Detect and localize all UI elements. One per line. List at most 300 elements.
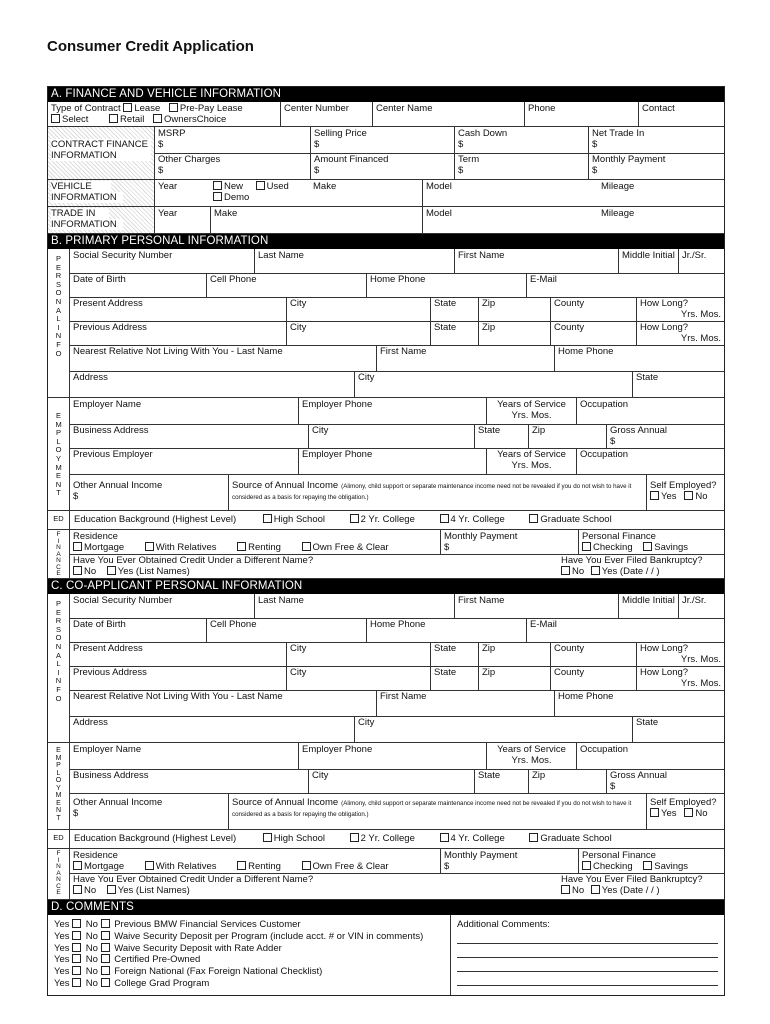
coapp-years-of-service-field[interactable] xyxy=(486,743,576,769)
other-charges-label: Other Charges xyxy=(158,154,221,165)
coapp-personal-finance-field xyxy=(578,849,724,873)
ssn-field[interactable] xyxy=(70,249,254,273)
coapp-checking-checkbox[interactable] xyxy=(582,861,591,870)
present-county-field[interactable] xyxy=(550,297,636,321)
coapp-own-free-label: Own Free & Clear xyxy=(312,861,389,872)
other-income-field[interactable] xyxy=(70,474,228,510)
trade-make-field[interactable] xyxy=(210,207,422,233)
contact-label: Contact xyxy=(642,103,675,114)
comment-no-checkbox-1[interactable] xyxy=(101,931,110,940)
comment-no-checkbox-4[interactable] xyxy=(101,966,110,975)
business-address-label: Business Address xyxy=(73,425,149,436)
previous-zip-label: Zip xyxy=(482,322,496,333)
prepay-lease-checkbox[interactable] xyxy=(169,103,178,112)
primary-personal-block xyxy=(48,249,724,398)
coapp-own-free-checkbox[interactable] xyxy=(302,861,311,870)
employment-side-label xyxy=(48,398,70,510)
graduate-school-label: Graduate School xyxy=(540,514,612,525)
different-name-yes-checkbox[interactable] xyxy=(107,566,116,575)
previous-city-label: City xyxy=(290,322,307,333)
comment-yes-checkbox-1[interactable] xyxy=(72,931,81,940)
coapp-graduate-school-checkbox[interactable] xyxy=(529,833,538,842)
section-b-header: B. PRIMARY PERSONAL INFORMATION xyxy=(48,234,724,249)
coapp-employer-phone-field[interactable] xyxy=(298,743,486,769)
section-c-header: C. CO-APPLICANT PERSONAL INFORMATION xyxy=(48,579,724,594)
additional-comments-field[interactable] xyxy=(450,915,724,995)
type-of-contract-label: Type of Contract xyxy=(51,103,121,114)
coapp-different-name-yes-checkbox[interactable] xyxy=(107,885,116,894)
present-city-field[interactable] xyxy=(286,297,430,321)
vehicle-information-label: INFORMATION xyxy=(51,192,123,203)
vehicle-year-label: Year xyxy=(158,181,178,192)
self-employed-no-label: No xyxy=(695,491,708,502)
business-state-label: State xyxy=(478,425,501,436)
comment-item-5: College Grad Program xyxy=(114,977,210,989)
contract-finance-label: CONTRACT FINANCE xyxy=(51,139,151,150)
coapp-four-yr-college-checkbox[interactable] xyxy=(440,833,449,842)
coapp-years-of-service-label: Years of Service xyxy=(497,744,566,755)
self-employed-yes-checkbox[interactable] xyxy=(650,491,659,500)
last-name-field[interactable] xyxy=(254,249,454,273)
primary-finance-block xyxy=(48,530,724,579)
previous-city-field[interactable] xyxy=(286,321,430,345)
dob-label: Date of Birth xyxy=(73,274,126,285)
employer-phone-field[interactable] xyxy=(298,398,486,424)
previous-employer-phone-field[interactable] xyxy=(298,448,486,474)
vehicle-info-row xyxy=(48,180,724,207)
coapp-dob-field[interactable] xyxy=(70,618,206,642)
demo-checkbox[interactable] xyxy=(213,192,222,201)
coapp-renting-label: Renting xyxy=(248,861,281,872)
trade-in-row xyxy=(48,207,724,234)
coapp-previous-zip-field[interactable] xyxy=(478,666,550,690)
vehicle-mileage-label: Mileage xyxy=(601,181,635,192)
occupation-field[interactable] xyxy=(576,398,724,424)
gross-annual-label: Gross Annual xyxy=(610,425,668,436)
mortgage-checkbox[interactable] xyxy=(73,542,82,551)
comment-no-checkbox-0[interactable] xyxy=(101,919,110,928)
cash-down-field[interactable] xyxy=(454,127,588,153)
coapp-relative-first-name-label: First Name xyxy=(380,691,427,702)
coapp-relative-home-phone-field[interactable] xyxy=(554,690,724,716)
center-number-field[interactable] xyxy=(280,102,372,126)
jr-sr-field[interactable] xyxy=(678,249,724,273)
trade-model-label: Model xyxy=(426,208,452,219)
comment-yes-checkbox-0[interactable] xyxy=(72,919,81,928)
coapp-other-income-field[interactable] xyxy=(70,793,228,829)
income-source-field[interactable] xyxy=(228,474,646,510)
gross-annual-field[interactable] xyxy=(606,424,724,448)
last-name-label: Last Name xyxy=(258,250,304,261)
coapp-home-phone-field[interactable] xyxy=(366,618,526,642)
select-checkbox[interactable] xyxy=(51,114,60,123)
ssn-label: Social Security Number xyxy=(73,250,173,261)
vehicle-make-field[interactable] xyxy=(310,180,422,206)
business-state-field[interactable] xyxy=(474,424,528,448)
comment-no-checkbox-2[interactable] xyxy=(101,943,110,952)
previous-employer-phone-label: Employer Phone xyxy=(302,449,373,460)
alimony-note: (Alimony, child support or separate maintenance income need not be revealed if you do not wish to have it considered as a basis for repaying the obligation.) xyxy=(232,483,632,501)
coapp-previous-address-field[interactable] xyxy=(70,666,286,690)
self-employed-no-checkbox[interactable] xyxy=(684,491,693,500)
first-name-field[interactable] xyxy=(454,249,618,273)
two-yr-college-checkbox[interactable] xyxy=(350,514,359,523)
coapp-email-field[interactable] xyxy=(526,618,724,642)
coapp-occupation-field[interactable] xyxy=(576,743,724,769)
coapp-occupation-label: Occupation xyxy=(580,744,629,755)
different-name-credit-field xyxy=(70,554,558,578)
trade-year-field[interactable] xyxy=(154,207,210,233)
trade-in-label: TRADE IN xyxy=(51,208,109,219)
coapp-present-address-field[interactable] xyxy=(70,642,286,666)
first-name-label: First Name xyxy=(458,250,505,261)
selling-price-dollar: $ xyxy=(314,139,320,150)
checking-label: Checking xyxy=(593,542,633,553)
coapp-renting-checkbox[interactable] xyxy=(237,861,246,870)
comment-no-label-3: No xyxy=(85,954,98,966)
previous-county-label: County xyxy=(554,322,585,333)
vehicle-label-block xyxy=(48,180,154,206)
amount-financed-field[interactable] xyxy=(310,153,454,179)
relative-last-name-label: Nearest Relative Not Living With You - Last Name xyxy=(73,346,283,357)
coapp-employer-name-field[interactable] xyxy=(70,743,298,769)
selling-price-field[interactable] xyxy=(310,127,454,153)
comment-item-1: Waive Security Deposit per Program (include acct. # or VIN in comments) xyxy=(114,930,424,942)
used-checkbox[interactable] xyxy=(256,181,265,190)
monthly-payment-dollar: $ xyxy=(592,165,598,176)
additional-comments-label: Additional Comments: xyxy=(457,919,550,930)
coapp-relative-address-label: Address xyxy=(73,717,108,728)
coapp-last-name-field[interactable] xyxy=(254,594,454,618)
coapp-present-county-label: County xyxy=(554,643,585,654)
business-city-field[interactable] xyxy=(308,424,474,448)
owners-choice-checkbox[interactable] xyxy=(153,114,162,123)
cell-phone-field[interactable] xyxy=(206,273,366,297)
term-field[interactable] xyxy=(454,153,588,179)
primary-education-row xyxy=(48,511,724,530)
monthly-payment-field[interactable] xyxy=(588,153,724,179)
previous-county-field[interactable] xyxy=(550,321,636,345)
coapp-with-relatives-label: With Relatives xyxy=(155,861,217,872)
comment-yes-label-0: Yes xyxy=(54,919,70,930)
vehicle-label: VEHICLE xyxy=(51,181,111,192)
four-yr-college-checkbox[interactable] xyxy=(440,514,449,523)
relative-address-field[interactable] xyxy=(70,371,354,397)
coapp-present-city-field[interactable] xyxy=(286,642,430,666)
present-address-field[interactable] xyxy=(70,297,286,321)
previous-occupation-label: Occupation xyxy=(580,449,629,460)
dob-field[interactable] xyxy=(70,273,206,297)
previous-occupation-field[interactable] xyxy=(576,448,724,474)
coapp-business-city-field[interactable] xyxy=(308,769,474,793)
coapp-previous-how-long-label: How Long? xyxy=(640,667,689,678)
other-charges-field[interactable] xyxy=(154,153,310,179)
owners-choice-label: OwnersChoice xyxy=(163,114,227,125)
coapp-last-name-label: Last Name xyxy=(258,595,304,606)
present-state-label: State xyxy=(434,298,457,309)
comment-option-3 xyxy=(54,954,444,966)
graduate-school-checkbox[interactable] xyxy=(529,514,538,523)
coapp-self-employed-no-checkbox[interactable] xyxy=(684,808,693,817)
information-label: INFORMATION xyxy=(51,150,151,161)
section-d-header: D. COMMENTS xyxy=(48,900,724,915)
coapp-employment-side-label xyxy=(48,743,70,829)
trade-mileage-label: Mileage xyxy=(601,208,635,219)
comment-no-label-1: No xyxy=(85,930,98,942)
employer-phone-label: Employer Phone xyxy=(302,399,373,410)
coapp-home-phone-label: Home Phone xyxy=(370,619,426,630)
relative-city-label: City xyxy=(358,372,375,383)
comment-yes-label-5: Yes xyxy=(54,977,70,989)
lease-checkbox[interactable] xyxy=(123,103,132,112)
coapp-first-name-field[interactable] xyxy=(454,594,618,618)
coapp-gross-annual-label: Gross Annual xyxy=(610,770,668,781)
coapp-business-address-field[interactable] xyxy=(70,769,308,793)
coapp-residence-monthly-payment-label: Monthly Payment xyxy=(444,850,518,861)
present-state-field[interactable] xyxy=(430,297,478,321)
coapp-gross-annual-field[interactable] xyxy=(606,769,724,793)
middle-initial-field[interactable] xyxy=(618,249,678,273)
relative-state-field[interactable] xyxy=(632,371,724,397)
residence-field xyxy=(70,530,440,554)
vehicle-make-label: Make xyxy=(313,181,337,192)
with-relatives-checkbox[interactable] xyxy=(145,542,154,551)
savings-checkbox[interactable] xyxy=(643,542,652,551)
coapp-previous-city-field[interactable] xyxy=(286,666,430,690)
coapp-cell-phone-field[interactable] xyxy=(206,618,366,642)
relative-city-field[interactable] xyxy=(354,371,632,397)
contract-finance-row xyxy=(48,127,724,180)
mortgage-label: Mortgage xyxy=(84,542,125,553)
coapp-residence-monthly-payment-field[interactable] xyxy=(440,849,578,873)
own-free-label: Own Free & Clear xyxy=(312,542,389,553)
coapp-previous-state-field[interactable] xyxy=(430,666,478,690)
occupation-label: Occupation xyxy=(580,399,629,410)
previous-state-field[interactable] xyxy=(430,321,478,345)
employer-name-field[interactable] xyxy=(70,398,298,424)
coapp-mortgage-checkbox[interactable] xyxy=(73,861,82,870)
trade-model-field[interactable] xyxy=(422,207,598,233)
coapp-relative-address-field[interactable] xyxy=(70,716,354,742)
present-yrs-mos-label: Yrs. Mos. xyxy=(680,309,721,320)
coapp-jr-sr-field[interactable] xyxy=(678,594,724,618)
middle-initial-label: Middle Initial xyxy=(622,250,675,261)
previous-how-long-field[interactable] xyxy=(636,321,724,345)
ed-side-label xyxy=(48,511,70,529)
different-name-yes-label: Yes (List Names) xyxy=(117,566,190,577)
other-income-dollar: $ xyxy=(73,491,79,502)
coapp-different-name-credit-field xyxy=(70,873,558,899)
phone-label: Phone xyxy=(528,103,556,114)
business-city-label: City xyxy=(312,425,329,436)
vehicle-mileage-field[interactable] xyxy=(598,180,724,206)
trade-mileage-field[interactable] xyxy=(598,207,724,233)
different-name-no-checkbox[interactable] xyxy=(73,566,82,575)
msrp-field[interactable] xyxy=(154,127,310,153)
msrp-dollar: $ xyxy=(158,139,164,150)
previous-address-field[interactable] xyxy=(70,321,286,345)
net-trade-in-field[interactable] xyxy=(588,127,724,153)
center-name-field[interactable] xyxy=(372,102,524,126)
employer-name-label: Employer Name xyxy=(73,399,142,410)
coapp-relative-state-label: State xyxy=(636,717,659,728)
phone-field[interactable] xyxy=(524,102,638,126)
bankruptcy-no-checkbox[interactable] xyxy=(561,566,570,575)
trade-make-label: Make xyxy=(214,208,238,219)
comment-line-1 xyxy=(457,943,718,944)
coapp-different-name-credit-label: Have You Ever Obtained Credit Under a Different Name? xyxy=(73,874,314,885)
coapp-bankruptcy-yes-checkbox[interactable] xyxy=(591,885,600,894)
comment-yes-checkbox-5[interactable] xyxy=(72,978,81,987)
coapp-alimony-note: (Alimony, child support or separate maintenance income need not be revealed if you do not wish to have it considered as a basis for repaying the obligation.) xyxy=(232,800,632,818)
bankruptcy-yes-checkbox[interactable] xyxy=(591,566,600,575)
coapp-finance-block xyxy=(48,849,724,900)
coapp-present-zip-field[interactable] xyxy=(478,642,550,666)
coapp-self-employed-label: Self Employed? xyxy=(650,797,717,808)
coapp-relative-first-name-field[interactable] xyxy=(376,690,554,716)
coapp-previous-state-label: State xyxy=(434,667,457,678)
coapp-self-employed-yes-label: Yes xyxy=(661,808,677,819)
coapp-previous-city-label: City xyxy=(290,667,307,678)
coapp-self-employed-yes-checkbox[interactable] xyxy=(650,808,659,817)
contract-row xyxy=(48,102,724,127)
coapp-present-county-field[interactable] xyxy=(550,642,636,666)
vehicle-year-field[interactable] xyxy=(154,180,210,206)
coapp-middle-initial-field[interactable] xyxy=(618,594,678,618)
coapp-two-yr-college-checkbox[interactable] xyxy=(350,833,359,842)
renting-checkbox[interactable] xyxy=(237,542,246,551)
residence-label: Residence xyxy=(73,531,118,542)
coapp-business-zip-label: Zip xyxy=(532,770,546,781)
coapp-present-state-field[interactable] xyxy=(430,642,478,666)
coapp-cell-phone-label: Cell Phone xyxy=(210,619,257,630)
coapp-bankruptcy-no-checkbox[interactable] xyxy=(561,885,570,894)
comment-option-1 xyxy=(54,931,444,943)
home-phone-field[interactable] xyxy=(366,273,526,297)
coapp-jr-sr-label: Jr./Sr. xyxy=(682,595,707,606)
business-zip-label: Zip xyxy=(532,425,546,436)
coapp-present-how-long-field[interactable] xyxy=(636,642,724,666)
previous-years-of-service-field[interactable] xyxy=(486,448,576,474)
comment-no-checkbox-3[interactable] xyxy=(101,954,110,963)
lease-label: Lease xyxy=(134,103,161,114)
coapp-income-source-field[interactable] xyxy=(228,793,646,829)
comment-line-4 xyxy=(457,985,718,986)
relative-address-label: Address xyxy=(73,372,108,383)
coapp-previous-county-label: County xyxy=(554,667,585,678)
income-source-label: Source of Annual Income xyxy=(232,480,339,491)
coapp-present-city-label: City xyxy=(290,643,307,654)
comment-yes-checkbox-4[interactable] xyxy=(72,966,81,975)
years-of-service-field[interactable] xyxy=(486,398,576,424)
present-how-long-field[interactable] xyxy=(636,297,724,321)
primary-employment-block xyxy=(48,398,724,511)
coapp-previous-how-long-field[interactable] xyxy=(636,666,724,690)
new-checkbox[interactable] xyxy=(213,181,222,190)
finance-side-label xyxy=(48,530,70,578)
coapp-present-zip-label: Zip xyxy=(482,643,496,654)
trade-in-information-label: INFORMATION xyxy=(51,219,123,230)
education-label: Education Background (Highest Level) xyxy=(74,514,237,525)
relative-first-name-field[interactable] xyxy=(376,345,554,371)
comment-yes-label-3: Yes xyxy=(54,954,70,966)
coapp-personal-info-side-text: P E R S O N A L I N F O xyxy=(55,599,62,703)
coapp-relative-state-field[interactable] xyxy=(632,716,724,742)
coapp-bankruptcy-field xyxy=(558,873,724,899)
retail-checkbox[interactable] xyxy=(109,114,118,123)
coapp-finance-side-text: F I N A N C E xyxy=(56,850,61,896)
coapp-savings-checkbox[interactable] xyxy=(643,861,652,870)
coapp-residence-label: Residence xyxy=(73,850,118,861)
previous-zip-field[interactable] xyxy=(478,321,550,345)
relative-state-label: State xyxy=(636,372,659,383)
center-number-label: Center Number xyxy=(284,103,349,114)
email-field[interactable] xyxy=(526,273,724,297)
coapp-previous-county-field[interactable] xyxy=(550,666,636,690)
vehicle-model-field[interactable] xyxy=(422,180,598,206)
self-employed-yes-label: Yes xyxy=(661,491,677,502)
comment-item-4: Foreign National (Fax Foreign National Checklist) xyxy=(114,966,323,978)
coapp-business-city-label: City xyxy=(312,770,329,781)
comment-option-0 xyxy=(54,919,444,931)
term-label: Term xyxy=(458,154,480,165)
other-income-label: Other Annual Income xyxy=(73,480,163,491)
own-free-checkbox[interactable] xyxy=(302,542,311,551)
business-zip-field[interactable] xyxy=(528,424,606,448)
comment-yes-checkbox-3[interactable] xyxy=(72,954,81,963)
coapp-with-relatives-checkbox[interactable] xyxy=(145,861,154,870)
coapp-two-yr-college-label: 2 Yr. College xyxy=(360,833,415,844)
bankruptcy-yes-label: Yes (Date / / ) xyxy=(601,566,660,577)
high-school-checkbox[interactable] xyxy=(263,514,272,523)
type-of-contract-field xyxy=(48,102,280,126)
coapp-previous-zip-label: Zip xyxy=(482,667,496,678)
present-zip-field[interactable] xyxy=(478,297,550,321)
trade-year-label: Year xyxy=(158,208,178,219)
relative-last-name-field[interactable] xyxy=(70,345,376,371)
previous-employer-field[interactable] xyxy=(70,448,298,474)
business-address-field[interactable] xyxy=(70,424,308,448)
coapp-finance-side-label xyxy=(48,849,70,899)
coapp-bankruptcy-no-label: No xyxy=(572,885,585,896)
coapp-relative-last-name-field[interactable] xyxy=(70,690,376,716)
residence-monthly-payment-field[interactable] xyxy=(440,530,578,554)
coapp-ssn-field[interactable] xyxy=(70,594,254,618)
present-city-label: City xyxy=(290,298,307,309)
comment-yes-checkbox-2[interactable] xyxy=(72,943,81,952)
contract-finance-label-block xyxy=(48,127,154,179)
coapp-ed-side-text: ED xyxy=(53,833,64,842)
personal-info-side-text: P E R S O N A L I N F O xyxy=(55,254,62,358)
coapp-relative-city-field[interactable] xyxy=(354,716,632,742)
coapp-bankruptcy-yes-label: Yes (Date / / ) xyxy=(601,885,660,896)
coapp-employment-block xyxy=(48,743,724,830)
checking-checkbox[interactable] xyxy=(582,542,591,551)
coapp-different-name-no-checkbox[interactable] xyxy=(73,885,82,894)
comment-no-checkbox-5[interactable] xyxy=(101,978,110,987)
coapp-education-label: Education Background (Highest Level) xyxy=(74,833,237,844)
comment-yes-label-1: Yes xyxy=(54,930,70,942)
cash-down-dollar: $ xyxy=(458,139,464,150)
coapp-employment-side-text: E M P L O Y M E N T xyxy=(55,747,62,822)
coapp-business-zip-field[interactable] xyxy=(528,769,606,793)
coapp-business-state-field[interactable] xyxy=(474,769,528,793)
relative-home-phone-field[interactable] xyxy=(554,345,724,371)
coapp-ssn-label: Social Security Number xyxy=(73,595,173,606)
coapp-high-school-checkbox[interactable] xyxy=(263,833,272,842)
coapp-graduate-school-label: Graduate School xyxy=(540,833,612,844)
contact-field[interactable] xyxy=(638,102,724,126)
